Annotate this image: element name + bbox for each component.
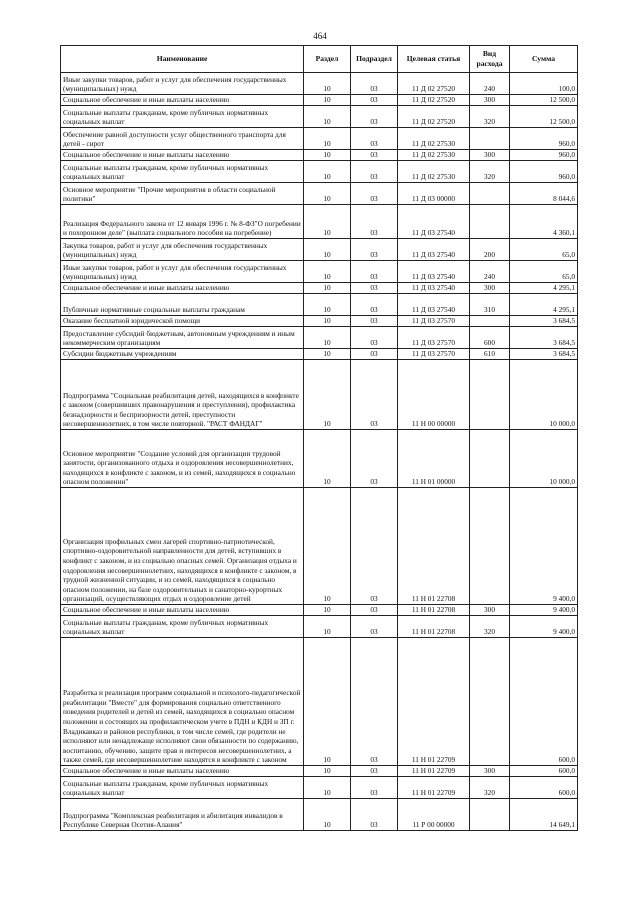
cell-section: 10 [304,128,351,150]
cell-sum: 65,0 [510,239,578,261]
table-row [61,106,578,128]
cell-target: 11 Н 01 00000 [398,430,470,488]
cell-subsection: 03 [351,360,398,430]
cell-type [470,128,510,150]
cell-subsection: 03 [351,638,398,766]
cell-subsection: 03 [351,294,398,316]
cell-name: Публичные нормативные социальные выплаты гражданам [61,294,304,316]
cell-name: Социальное обеспечение и иные выплаты населению [61,283,304,294]
cell-sum: 9 400,0 [510,616,578,638]
cell-subsection: 03 [351,161,398,183]
cell-subsection: 03 [351,106,398,128]
cell-subsection: 03 [351,616,398,638]
cell-type: 240 [470,261,510,283]
cell-sum: 4 295,1 [510,294,578,316]
cell-type: 310 [470,294,510,316]
table-row [61,777,578,799]
cell-name: Организация профильных смен лагерей спортивно-патриотической, спортивно-оздоровительной направленности для детей, вступивших в конфликт с законом, и из социально опасных семей. Организация отдыха и оздоровления несовершеннолетних, находящихся в конфликте с законом, в трудной жизненной ситуации, и из семей, находящихся в социально опасном положении, на базе оздоровительных и санаторно-курортных организаций, осуществляющих отдых и оздоровление детей [61,488,304,605]
cell-subsection: 03 [351,349,398,360]
cell-name: Обеспечение равной доступности услуг общественного транспорта для детей - сирот [61,128,304,150]
cell-type [470,488,510,605]
header-target: Целевая статья [398,46,470,73]
cell-subsection: 03 [351,205,398,239]
cell-type: 200 [470,239,510,261]
cell-target: 11 Н 01 22708 [398,605,470,616]
cell-name: Иные закупки товаров, работ и услуг для обеспечения государственных (муниципальных) нужд [61,73,304,95]
cell-name: Социальные выплаты гражданам, кроме публичных нормативных социальных выплат [61,777,304,799]
cell-target: 11 Д 03 27540 [398,205,470,239]
cell-target: 11 Д 03 00000 [398,183,470,205]
cell-name: Социальное обеспечение и иные выплаты населению [61,605,304,616]
cell-name: Субсидии бюджетным учреждениям [61,349,304,360]
cell-section: 10 [304,616,351,638]
cell-sum: 3 684,5 [510,316,578,327]
table-row [61,799,578,831]
cell-type [470,183,510,205]
cell-name: Иные закупки товаров, работ и услуг для обеспечения государственных (муниципальных) нужд [61,261,304,283]
cell-name: Социальное обеспечение и иные выплаты населению [61,150,304,161]
cell-subsection: 03 [351,430,398,488]
header-section: Раздел [304,46,351,73]
cell-name: Социальное обеспечение и иные выплаты населению [61,766,304,777]
cell-target: 11 Д 03 27570 [398,327,470,349]
table-row [61,261,578,283]
cell-target: 11 Д 03 27540 [398,283,470,294]
cell-target: 11 Н 01 22709 [398,766,470,777]
cell-sum: 100,0 [510,73,578,95]
table-row [61,327,578,349]
cell-type: 320 [470,616,510,638]
table-row [61,766,578,777]
cell-name: Реализация Федерального закона от 12 января 1996 г. № 8-ФЗ"О погребении и похоронном деле" (выплата социального пособия на погребение) [61,205,304,239]
cell-name: Основное мероприятие "Создание условий для организации трудовой занятости, организованного отдыха и оздоровления несовершеннолетних, находящихся в конфликте с законом, и из семей, находящихся в социально опасном положении" [61,430,304,488]
cell-type: 320 [470,161,510,183]
table-header-row [61,46,578,73]
table-row [61,605,578,616]
cell-section: 10 [304,239,351,261]
cell-type: 320 [470,777,510,799]
cell-section: 10 [304,294,351,316]
table-row [61,294,578,316]
cell-section: 10 [304,183,351,205]
cell-section: 10 [304,283,351,294]
cell-sum: 8 044,6 [510,183,578,205]
cell-type: 240 [470,73,510,95]
table-row [61,161,578,183]
header-subsection: Подраздел [351,46,398,73]
cell-target: 11 Д 02 27520 [398,73,470,95]
table-row [61,488,578,605]
cell-section: 10 [304,327,351,349]
cell-subsection: 03 [351,261,398,283]
cell-section: 10 [304,799,351,831]
table-row [61,150,578,161]
table-row [61,349,578,360]
cell-name: Разработка и реализация программ социальной и психолого-педагогической реабилитации "Вместе" для формирования социально ответственного поведения родителей и детей из семей, находящихся в социально опасном положении и состоящих на профилактическом учете в ПДН и КДН и ЗП г. Владикавказ и районов республики, в том числе семей, где родители не исполняют или ненадлежаще исполняют свои обязанности по содержанию, воспитанию, обучению, защите прав и интересов несовершеннолетних, а также семей, где несовершеннолетние находятся в конфликте с законом [61,638,304,766]
cell-type [470,799,510,831]
cell-target: 11 Н 01 22709 [398,638,470,766]
header-sum: Сумма [510,46,578,73]
cell-sum: 600,0 [510,777,578,799]
cell-name: Социальные выплаты гражданам, кроме публичных нормативных социальных выплат [61,106,304,128]
cell-target: 11 Д 02 27520 [398,95,470,106]
table-row [61,183,578,205]
cell-type: 610 [470,349,510,360]
cell-subsection: 03 [351,239,398,261]
table-row [61,638,578,766]
cell-target: 11 Н 01 22708 [398,488,470,605]
table-row [61,316,578,327]
cell-section: 10 [304,777,351,799]
header-name: Наименование [61,46,304,73]
cell-subsection: 03 [351,183,398,205]
cell-sum: 10 000,0 [510,360,578,430]
cell-sum: 600,0 [510,638,578,766]
cell-target: 11 Д 03 27540 [398,294,470,316]
cell-name: Закупка товаров, работ и услуг для обеспечения государственных (муниципальных) нужд [61,239,304,261]
cell-section: 10 [304,349,351,360]
header-type: Вид расхода [470,46,510,73]
cell-section: 10 [304,638,351,766]
table-row [61,283,578,294]
cell-target: 11 Д 03 27570 [398,316,470,327]
cell-section: 10 [304,161,351,183]
cell-target: 11 Д 02 27530 [398,150,470,161]
cell-type [470,430,510,488]
cell-target: 11 Д 03 27540 [398,261,470,283]
cell-section: 10 [304,95,351,106]
cell-sum: 960,0 [510,128,578,150]
cell-subsection: 03 [351,95,398,106]
page-number: 464 [313,31,327,41]
table-row [61,430,578,488]
cell-section: 10 [304,360,351,430]
table-row [61,616,578,638]
cell-type: 300 [470,605,510,616]
cell-target: 11 Н 01 22709 [398,777,470,799]
cell-name: Подпрограмма "Комплексная реабилитация и абилитация инвалидов в Республике Северная Осетия-Алания" [61,799,304,831]
cell-section: 10 [304,488,351,605]
cell-name: Социальные выплаты гражданам, кроме публичных нормативных социальных выплат [61,616,304,638]
cell-sum: 12 500,0 [510,106,578,128]
cell-target: 11 Д 02 27530 [398,128,470,150]
cell-sum: 12 500,0 [510,95,578,106]
cell-section: 10 [304,766,351,777]
cell-section: 10 [304,605,351,616]
cell-target: 11 Р 00 00000 [398,799,470,831]
cell-subsection: 03 [351,128,398,150]
table-row [61,360,578,430]
cell-sum: 10 000,0 [510,430,578,488]
cell-subsection: 03 [351,150,398,161]
cell-subsection: 03 [351,605,398,616]
cell-subsection: 03 [351,316,398,327]
cell-target: 11 Д 02 27520 [398,106,470,128]
cell-sum: 9 400,0 [510,488,578,605]
cell-subsection: 03 [351,488,398,605]
cell-section: 10 [304,150,351,161]
cell-target: 11 Д 03 27570 [398,349,470,360]
cell-subsection: 03 [351,777,398,799]
cell-name: Подпрограмма "Социальная реабилитация детей, находящихся в конфликте с законом (совершивших правонарушения и преступления), профилактика безнадзорности и беспризорности детей, преступности несовершеннолетних, в том числе повторной. "РАСТ ФАНДАГ" [61,360,304,430]
cell-type: 300 [470,150,510,161]
cell-subsection: 03 [351,766,398,777]
cell-sum: 4 295,1 [510,283,578,294]
cell-subsection: 03 [351,73,398,95]
cell-section: 10 [304,261,351,283]
cell-name: Основное мероприятие "Прочие мероприятия в области социальной политики" [61,183,304,205]
table-row [61,239,578,261]
cell-sum: 600,0 [510,766,578,777]
table-row [61,128,578,150]
cell-target: 11 Д 02 27530 [398,161,470,183]
cell-sum: 14 649,1 [510,799,578,831]
cell-subsection: 03 [351,327,398,349]
cell-name: Оказание бесплатной юридической помощи [61,316,304,327]
cell-subsection: 03 [351,799,398,831]
table-row [61,95,578,106]
cell-section: 10 [304,205,351,239]
cell-sum: 3 684,5 [510,327,578,349]
cell-section: 10 [304,430,351,488]
cell-type: 300 [470,283,510,294]
cell-sum: 9 400,0 [510,605,578,616]
table-row [61,205,578,239]
cell-type [470,316,510,327]
cell-type: 320 [470,106,510,128]
cell-target: 11 Н 01 22708 [398,616,470,638]
cell-name: Предоставление субсидий бюджетным, автономным учреждениям и иным некоммерческим организациям [61,327,304,349]
cell-type [470,638,510,766]
cell-target: 11 Д 03 27540 [398,239,470,261]
cell-name: Социальные выплаты гражданам, кроме публичных нормативных социальных выплат [61,161,304,183]
cell-type: 300 [470,766,510,777]
cell-target: 11 Н 00 00000 [398,360,470,430]
cell-section: 10 [304,73,351,95]
budget-table [60,45,578,831]
cell-type: 600 [470,327,510,349]
cell-type: 300 [470,95,510,106]
cell-type [470,205,510,239]
cell-sum: 3 684,5 [510,349,578,360]
cell-sum: 4 360,1 [510,205,578,239]
cell-section: 10 [304,316,351,327]
cell-sum: 960,0 [510,150,578,161]
cell-type [470,360,510,430]
cell-subsection: 03 [351,283,398,294]
cell-name: Социальное обеспечение и иные выплаты населению [61,95,304,106]
cell-sum: 960,0 [510,161,578,183]
table-row [61,73,578,95]
cell-sum: 65,0 [510,261,578,283]
cell-section: 10 [304,106,351,128]
